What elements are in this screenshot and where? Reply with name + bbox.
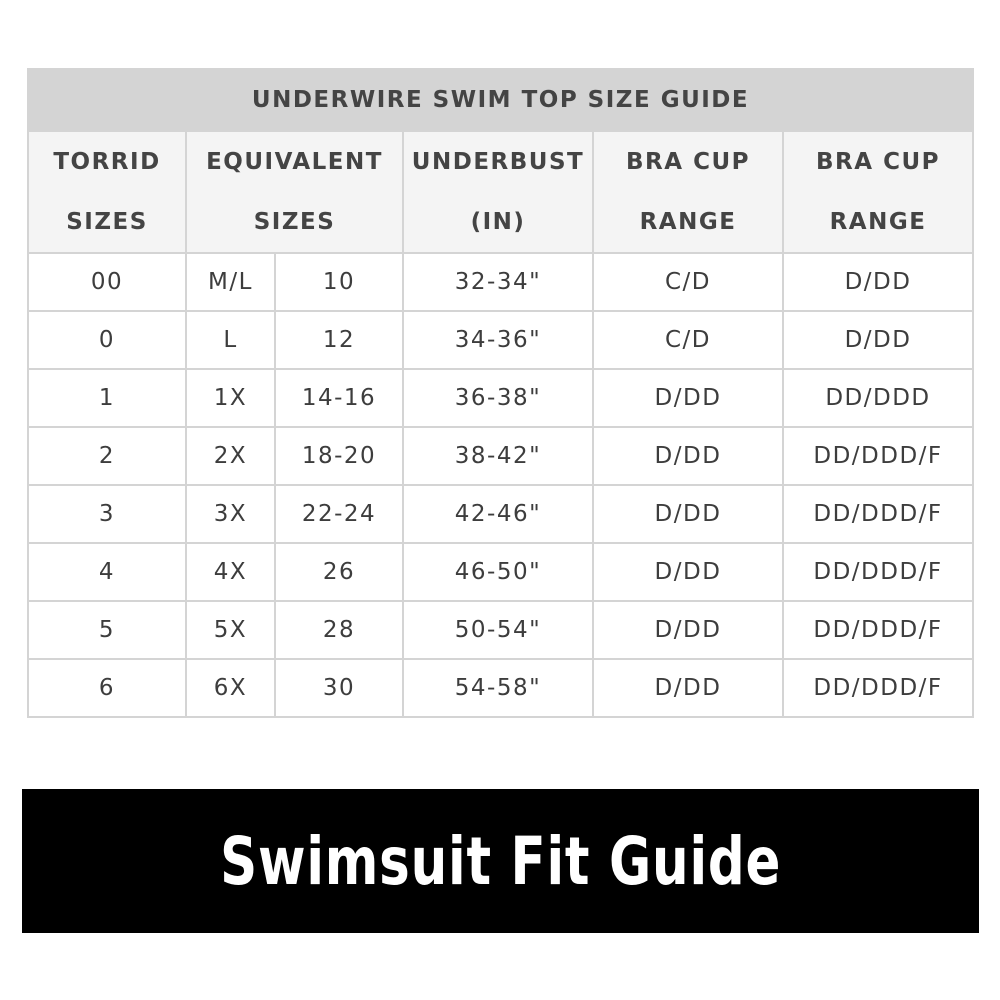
cell-underbust: 36-38" — [403, 369, 593, 427]
cell-torrid-size: 0 — [28, 311, 186, 369]
cell-letter-size: M/L — [186, 253, 275, 311]
cell-letter-size: L — [186, 311, 275, 369]
cell-bra-cup-range-2: DD/DDD/F — [783, 485, 973, 543]
header-line: EQUIVALENT — [206, 149, 383, 175]
cell-torrid-size: 4 — [28, 543, 186, 601]
table-header-row — [28, 131, 973, 253]
cell-bra-cup-range-1: C/D — [593, 311, 783, 369]
header-line: BRA CUP — [816, 149, 940, 175]
cell-letter-size: 1X — [186, 369, 275, 427]
table-title: UNDERWIRE SWIM TOP SIZE GUIDE — [28, 69, 973, 131]
cell-torrid-size: 6 — [28, 659, 186, 717]
cell-numeric-size: 10 — [275, 253, 403, 311]
cell-letter-size: 4X — [186, 543, 275, 601]
cell-numeric-size: 26 — [275, 543, 403, 601]
header-line: RANGE — [639, 209, 737, 235]
header-line: SIZES — [66, 209, 148, 235]
cell-numeric-size: 28 — [275, 601, 403, 659]
table-row — [28, 485, 973, 543]
cell-bra-cup-range-1: D/DD — [593, 485, 783, 543]
cell-letter-size: 2X — [186, 427, 275, 485]
cell-letter-size: 6X — [186, 659, 275, 717]
table-row — [28, 253, 973, 311]
header-torrid-sizes — [28, 131, 186, 253]
banner-title: Swimsuit Fit Guide — [219, 822, 782, 900]
table-row — [28, 427, 973, 485]
cell-underbust: 54-58" — [403, 659, 593, 717]
header-line: (IN) — [470, 209, 526, 235]
cell-letter-size: 3X — [186, 485, 275, 543]
cell-underbust: 34-36" — [403, 311, 593, 369]
cell-bra-cup-range-2: D/DD — [783, 253, 973, 311]
cell-bra-cup-range-2: DD/DDD/F — [783, 543, 973, 601]
cell-bra-cup-range-1: D/DD — [593, 369, 783, 427]
cell-underbust: 38-42" — [403, 427, 593, 485]
header-equivalent-sizes — [186, 131, 403, 253]
cell-bra-cup-range-1: D/DD — [593, 659, 783, 717]
cell-numeric-size: 12 — [275, 311, 403, 369]
header-line: SIZES — [253, 209, 336, 235]
fit-guide-banner — [22, 789, 979, 933]
cell-letter-size: 5X — [186, 601, 275, 659]
cell-bra-cup-range-2: DD/DDD — [783, 369, 973, 427]
cell-torrid-size: 00 — [28, 253, 186, 311]
cell-torrid-size: 1 — [28, 369, 186, 427]
header-bra-cup-range-2 — [783, 131, 973, 253]
cell-bra-cup-range-1: C/D — [593, 253, 783, 311]
cell-bra-cup-range-2: D/DD — [783, 311, 973, 369]
header-line: UNDERBUST — [411, 149, 585, 175]
cell-torrid-size: 2 — [28, 427, 186, 485]
cell-underbust: 50-54" — [403, 601, 593, 659]
cell-torrid-size: 5 — [28, 601, 186, 659]
table-row — [28, 311, 973, 369]
table-row — [28, 543, 973, 601]
header-bra-cup-range-1 — [593, 131, 783, 253]
table-row — [28, 601, 973, 659]
cell-numeric-size: 22-24 — [275, 485, 403, 543]
table-title-row — [28, 69, 973, 131]
cell-bra-cup-range-2: DD/DDD/F — [783, 601, 973, 659]
cell-bra-cup-range-1: D/DD — [593, 601, 783, 659]
cell-bra-cup-range-2: DD/DDD/F — [783, 427, 973, 485]
cell-bra-cup-range-1: D/DD — [593, 543, 783, 601]
cell-numeric-size: 14-16 — [275, 369, 403, 427]
table-row — [28, 659, 973, 717]
cell-bra-cup-range-2: DD/DDD/F — [783, 659, 973, 717]
cell-bra-cup-range-1: D/DD — [593, 427, 783, 485]
header-line: BRA CUP — [626, 149, 750, 175]
cell-underbust: 42-46" — [403, 485, 593, 543]
cell-underbust: 32-34" — [403, 253, 593, 311]
table-row — [28, 369, 973, 427]
cell-torrid-size: 3 — [28, 485, 186, 543]
header-line: RANGE — [829, 209, 927, 235]
cell-numeric-size: 18-20 — [275, 427, 403, 485]
header-line: TORRID — [53, 149, 161, 175]
cell-underbust: 46-50" — [403, 543, 593, 601]
header-underbust — [403, 131, 593, 253]
cell-numeric-size: 30 — [275, 659, 403, 717]
size-guide-table — [27, 68, 974, 718]
